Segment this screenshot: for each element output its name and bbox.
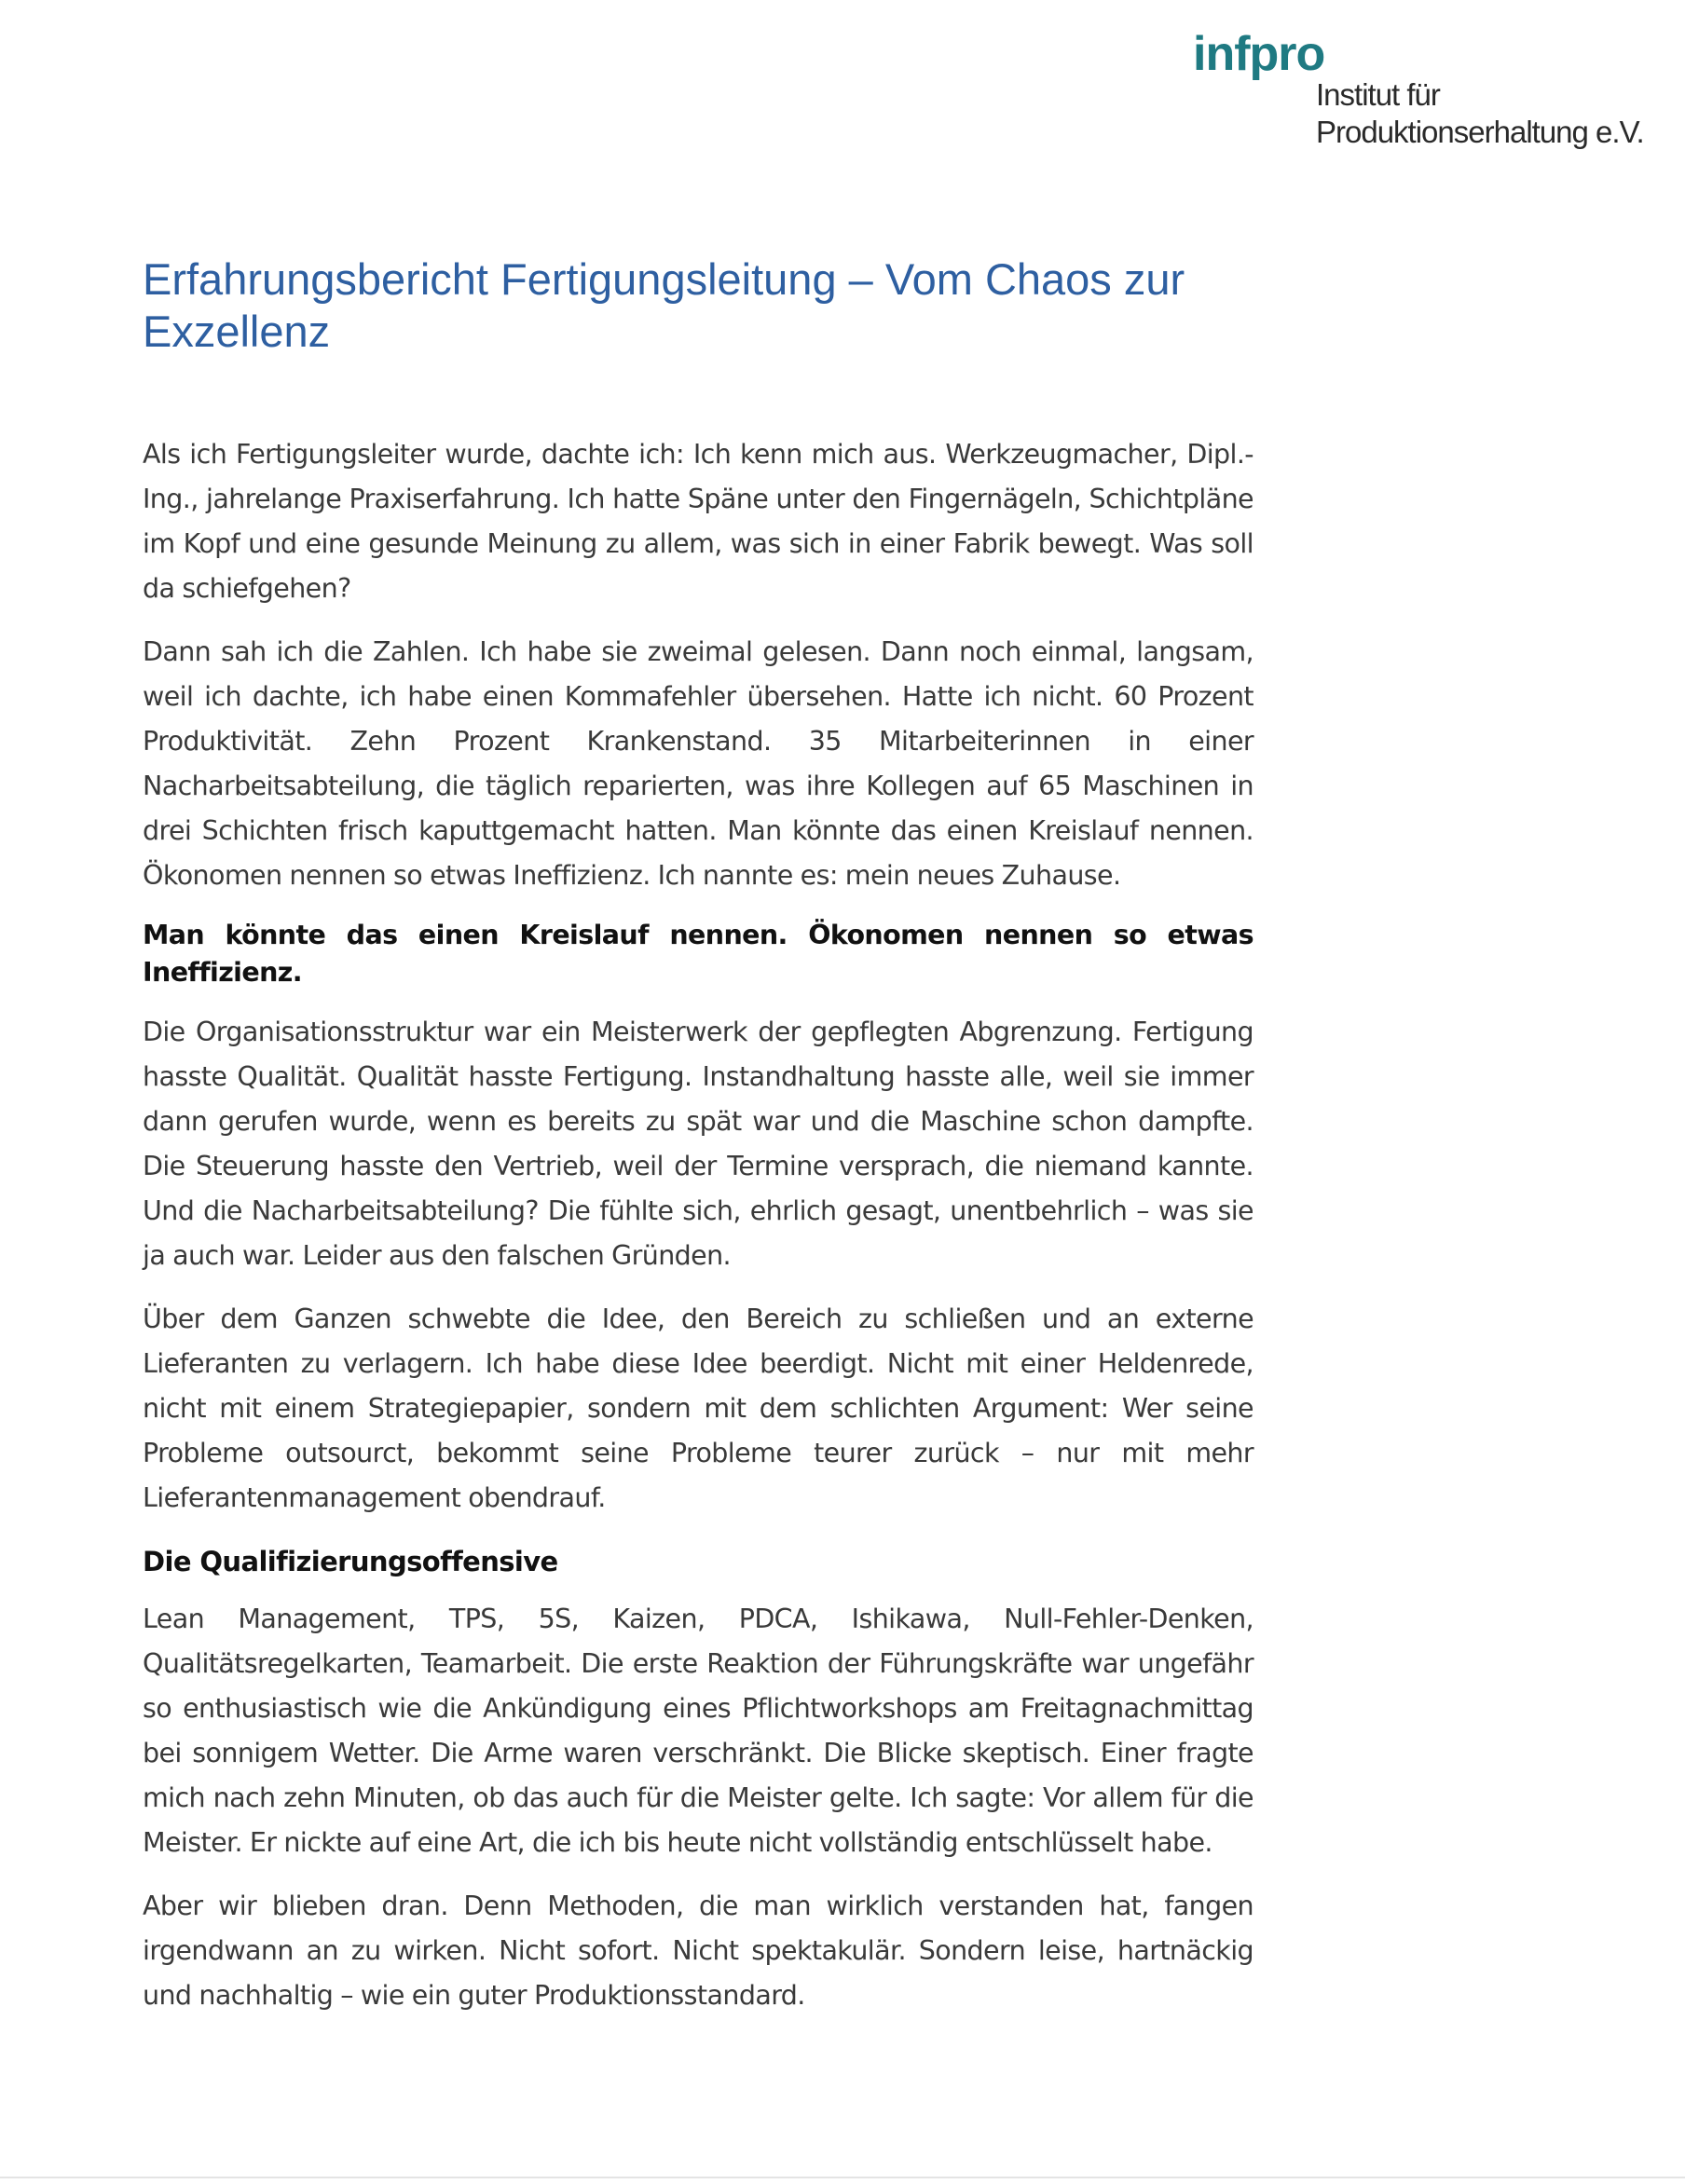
paragraph-intro: Als ich Fertigungsleiter wurde, dachte ich: Ich kenn mich aus. Werkzeugmacher, Dipl.-Ing., jahrelange Praxiserfahrung. Ich hatte Späne unter den Fingernägeln, Schichtpläne im Kopf und eine gesunde Meinung zu allem, was sich in einer Fabrik bewegt. Was soll da schiefgehen? xyxy=(143,439,1253,604)
paragraph-methods: Lean Management, TPS, 5S, Kaizen, PDCA, Ishikawa, Null-Fehler-Denken, Qualitätsregelkarten, Teamarbeit. Die erste Reaktion der Führungskräfte war ungefähr so enthusiastisch wie die Ankündigung eines Pflichtworkshops am Freitagnachmittag bei sonnigem Wetter. Die Arme waren verschränkt. Die Blicke skeptisch. Einer fragte mich nach zehn Minuten, ob das auch für die Meister gelte. Ich sagte: Vor allem für die Meister. Er nickte auf eine Art, die ich bis heute nicht vollständig entschlüsselt habe. xyxy=(143,1604,1253,1858)
paragraph-numbers: Dann sah ich die Zahlen. Ich habe sie zweimal gelesen. Dann noch einmal, langsam, weil ich dachte, ich habe einen Kommafehler übersehen. Hatte ich nicht. 60 Prozent Produktivität. Zehn Prozent Krankenstand. 35 Mitarbeiterinnen in einer Nacharbeitsabteilung, die täglich reparierten, was ihre Kollegen auf 65 Maschinen in drei Schichten frisch kaputtgemacht hatten. Man könnte das einen Kreislauf nennen. Ökonomen nennen so etwas Ineffizienz. Ich nannte es: mein neues Zuhause. xyxy=(143,636,1253,891)
institute-logo xyxy=(1189,26,1644,157)
section-heading: Die Qualifizierungsoffensive xyxy=(143,1546,558,1577)
document-title: Erfahrungsbericht Fertigungsleitung – Vom Chaos zur Exzellenz xyxy=(143,254,1185,356)
paragraph-conclusion: Aber wir blieben dran. Denn Methoden, die man wirklich verstanden hat, fangen irgendwann an zu wirken. Nicht sofort. Nicht spektakulär. Sondern leise, hartnäckig und nachhaltig – wie ein guter Produktionsstandard. xyxy=(143,1891,1253,2011)
pull-quote: Man könnte das einen Kreislauf nennen. Ökonomen nennen so etwas Ineffizienz. xyxy=(143,920,1253,988)
paragraph-outsourcing: Über dem Ganzen schwebte die Idee, den Bereich zu schließen und an externe Lieferanten zu verlagern. Ich habe diese Idee beerdigt. Nicht mit einer Heldenrede, nicht mit einem Strategiepapier, sondern mit dem schlichten Argument: Wer seine Probleme outsourct, bekommt seine Probleme teurer zurück – nur mit mehr Lieferantenmanagement obendrauf. xyxy=(143,1304,1253,1513)
page-bottom-divider xyxy=(0,2177,1685,2178)
logo-subtitle-line-1: Institut für xyxy=(1316,77,1440,112)
document-body xyxy=(143,253,1253,2037)
logo-wordmark: infpro xyxy=(1193,27,1325,81)
paragraph-organisation: Die Organisationsstruktur war ein Meisterwerk der gepflegten Abgrenzung. Fertigung hasste Qualität. Qualität hasste Fertigung. Instandhaltung hasste alle, weil sie immer dann gerufen wurde, wenn es bereits zu spät war und die Maschine schon dampfte. Die Steuerung hasste den Vertrieb, weil der Termine versprach, die niemand kannte. Und die Nacharbeitsabteilung? Die fühlte sich, ehrlich gesagt, unentbehrlich – was sie ja auch war. Leider aus den falschen Gründen. xyxy=(143,1017,1253,1271)
logo-subtitle-line-2: Produktionserhaltung e.V. xyxy=(1316,115,1644,149)
